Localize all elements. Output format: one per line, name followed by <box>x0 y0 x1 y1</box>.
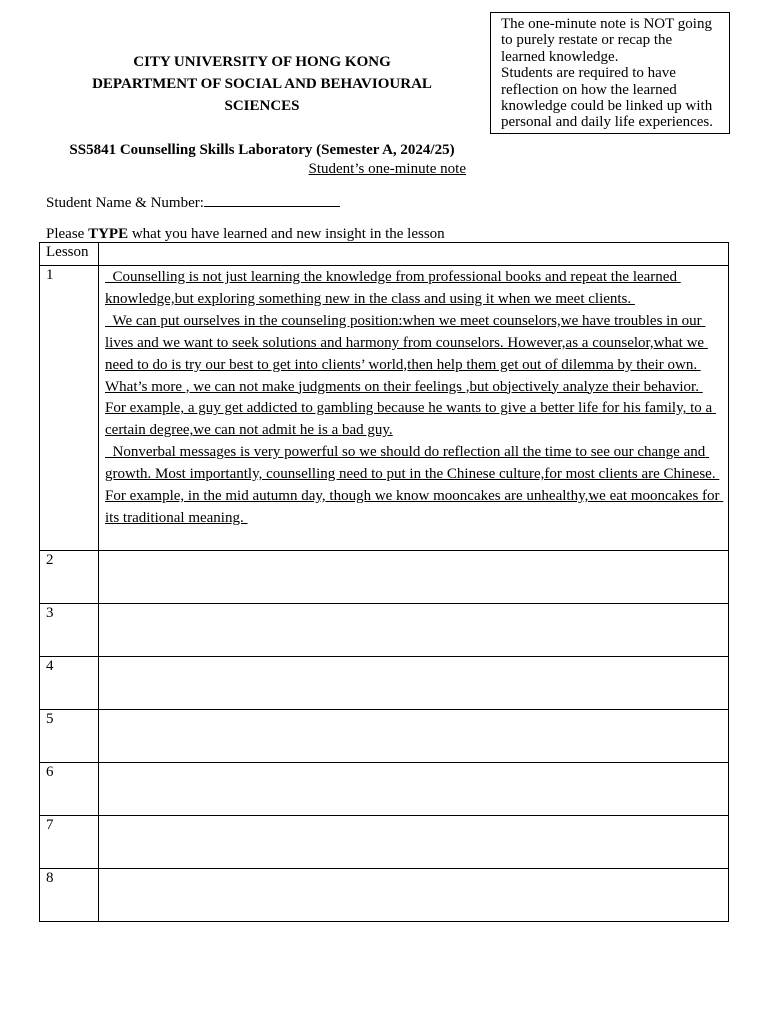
note-paragraph: Nonverbal messages is very powerful so we should do reflection all the time to see our change and growth. Most importantly, counselling need to put in the Chinese culture,for most clients are Chinese. For example, in the mid autumn day, though we know mooncakes are unhealthy,we eat mooncakes for its traditional meaning. <box>105 444 724 526</box>
department-name-line1: DEPARTMENT OF SOCIAL AND BEHAVIOURAL <box>92 76 432 92</box>
note-text-reflection: Students are required to have reflection on how the learned knowledge could be linked up with personal and daily life experiences. <box>501 65 713 131</box>
table-row <box>40 710 729 763</box>
note-text-recap: The one-minute note is NOT going to purely restate or recap the learned knowledge. <box>501 16 712 65</box>
university-name: CITY UNIVERSITY OF HONG KONG <box>133 54 391 70</box>
notes-column-header <box>99 243 729 266</box>
student-name-blank-line[interactable] <box>204 191 340 207</box>
instruction-note-box <box>490 12 730 134</box>
type-instruction <box>46 224 445 244</box>
lesson-number: 6 <box>40 763 99 816</box>
lesson-note-cell[interactable] <box>99 710 729 763</box>
instruction-emphasis: TYPE <box>88 226 129 242</box>
lesson-note-cell[interactable] <box>99 657 729 710</box>
lesson-number: 3 <box>40 604 99 657</box>
lesson-notes-table <box>39 242 729 922</box>
lesson-note-cell[interactable] <box>99 816 729 869</box>
course-title: SS5841 Counselling Skills Laboratory (Semester A, 2024/25) <box>69 142 455 158</box>
lesson-number: 1 <box>40 266 99 551</box>
lesson-note-cell[interactable] <box>99 869 729 922</box>
table-row <box>40 551 729 604</box>
table-row <box>40 657 729 710</box>
student-name-field[interactable] <box>46 191 340 213</box>
instruction-prefix: Please <box>46 226 89 242</box>
lesson-number: 8 <box>40 869 99 922</box>
note-paragraph: We can put ourselves in the counseling position:when we meet counselors,we have troubles in our lives and we want to seek solutions and harmony from counselors. However,as a counselor,what we need to do is try our best to get into clients’ world,then help them get out of dilemma by their own. What’s more , we can not make judgments on their feelings ,but objectively analyze their behavior. For example, a guy get addicted to gambling because he wants to give a better life for his family, to a certain degree,we can not admit he is a bad guy. <box>105 312 716 439</box>
lesson-note-cell[interactable] <box>99 763 729 816</box>
lesson-number: 2 <box>40 551 99 604</box>
table-row <box>40 266 729 551</box>
lesson-column-header: Lesson <box>40 243 99 266</box>
lesson-number: 4 <box>40 657 99 710</box>
table-row <box>40 604 729 657</box>
table-row <box>40 816 729 869</box>
table-header-row <box>40 243 729 266</box>
lesson-number: 5 <box>40 710 99 763</box>
lesson-number: 7 <box>40 816 99 869</box>
lesson-note-cell[interactable] <box>99 551 729 604</box>
table-row <box>40 763 729 816</box>
document-subtitle: Student’s one-minute note <box>308 161 466 177</box>
instruction-suffix: what you have learned and new insight in the lesson <box>128 226 445 242</box>
student-name-label: Student Name & Number: <box>46 195 204 211</box>
lesson-note-cell[interactable] <box>99 604 729 657</box>
document-header <box>40 51 484 117</box>
lesson-note-cell[interactable] <box>99 266 729 551</box>
note-paragraph: Counselling is not just learning the knowledge from professional books and repeat the learned knowledge,but exploring something new in the class and using it when we meet clients. <box>105 269 681 307</box>
table-row <box>40 869 729 922</box>
department-name-line2: SCIENCES <box>224 98 300 114</box>
